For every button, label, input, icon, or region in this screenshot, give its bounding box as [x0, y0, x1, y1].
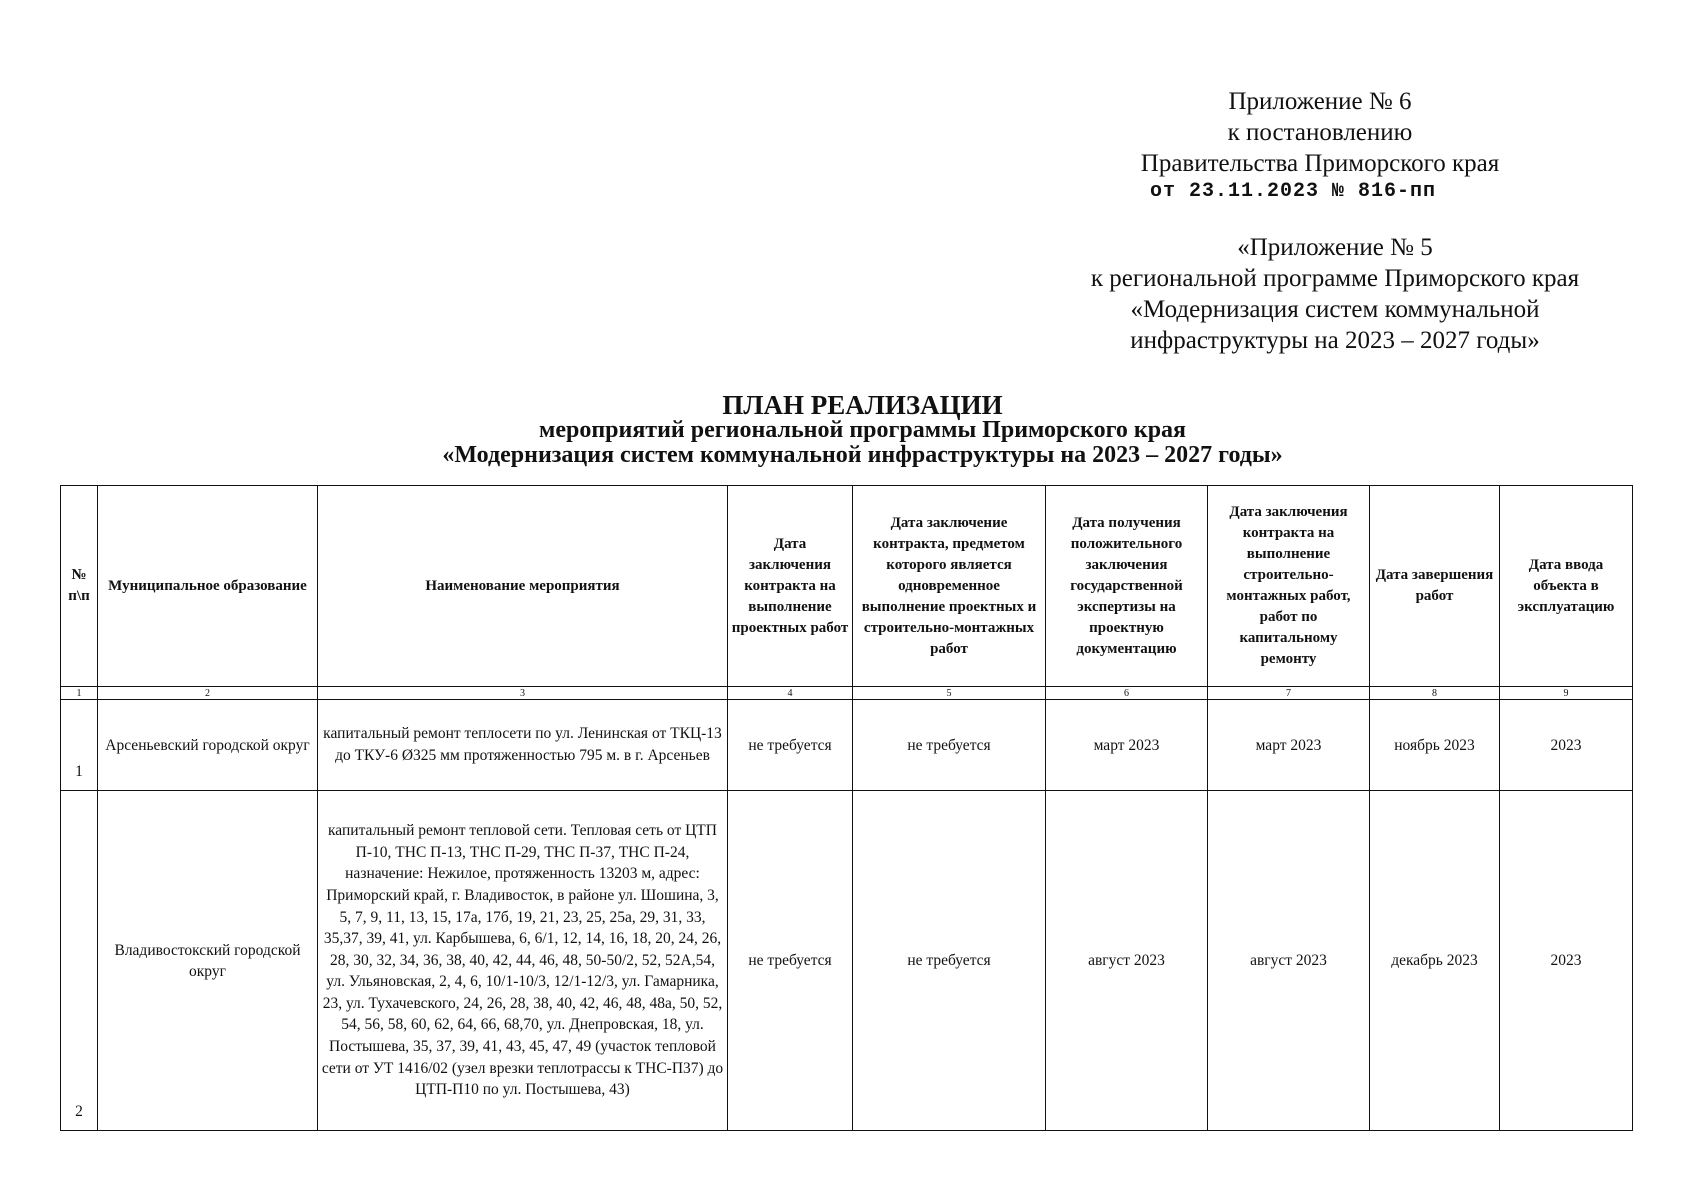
row-number: 1 [61, 700, 98, 791]
row-completion-date: декабрь 2023 [1370, 791, 1500, 1131]
row-municipality: Арсеньевский городской округ [98, 700, 318, 791]
column-number: 9 [1500, 687, 1633, 700]
row-completion-date: ноябрь 2023 [1370, 700, 1500, 791]
attachment-5-block [1040, 232, 1630, 356]
attachment-6-block [1110, 86, 1530, 205]
header-activity-name: Наименование мероприятия [318, 486, 728, 687]
header-combined-contract-date: Дата заключение контракта, предметом которого является одновременное выполнение проектных и строительно-монтажных работ [853, 486, 1046, 687]
plan-title-sub2: «Модернизация систем коммунальной инфраструктуры на 2023 – 2027 годы» [442, 442, 1283, 468]
table-row [61, 700, 1633, 791]
column-number: 8 [1370, 687, 1500, 700]
header-expertise-date: Дата получения положительного заключения государственной экспертизы на проектную документацию [1046, 486, 1208, 687]
row-design-contract-date: не требуется [728, 700, 853, 791]
row-commissioning-date: 2023 [1500, 700, 1633, 791]
column-number: 3 [318, 687, 728, 700]
attachment-6-line3: Правительства Приморского края [1140, 150, 1500, 177]
column-number: 7 [1208, 687, 1370, 700]
row-expertise-date: август 2023 [1046, 791, 1208, 1131]
column-number: 6 [1046, 687, 1208, 700]
header-design-contract-date: Дата заключения контракта на выполнение проектных работ [728, 486, 853, 687]
header-completion-date: Дата завершения работ [1370, 486, 1500, 687]
attachment-5-line2: к региональной программе Приморского края [1090, 265, 1580, 292]
plan-title [60, 392, 1665, 468]
row-commissioning-date: 2023 [1500, 791, 1633, 1131]
row-construction-contract-date: март 2023 [1208, 700, 1370, 791]
table-header-row [61, 486, 1633, 687]
row-construction-contract-date: август 2023 [1208, 791, 1370, 1131]
row-combined-contract-date: не требуется [853, 791, 1046, 1131]
header-construction-contract-date: Дата заключения контракта на выполнение строительно-монтажных работ, работ по капитальному ремонту [1208, 486, 1370, 687]
row-design-contract-date: не требуется [728, 791, 853, 1131]
row-activity-name: капитальный ремонт теплосети по ул. Ленинская от ТКЦ-13 до ТКУ-6 Ø325 мм протяженностью 795 м. в г. Арсеньев [318, 700, 728, 791]
attachment-5-line4: инфраструктуры на 2023 – 2027 годы» [1130, 327, 1540, 354]
table-row [61, 791, 1633, 1131]
column-number: 2 [98, 687, 318, 700]
header-commissioning-date: Дата ввода объекта в эксплуатацию [1500, 486, 1633, 687]
attachment-6-line1: Приложение № 6 [1228, 88, 1412, 115]
attachment-6-line2: к постановлению [1227, 119, 1413, 146]
implementation-plan-table [60, 485, 1633, 1131]
attachment-6-date-number: от 23.11.2023 № 816-пп [1150, 180, 1437, 203]
row-number: 2 [61, 791, 98, 1131]
row-activity-name: капитальный ремонт тепловой сети. Тепловая сеть от ЦТП П-10, ТНС П-13, ТНС П-29, ТНС П-37, ТНС П-24, назначение: Нежилое, протяженность 13203 м, адрес: Приморский край, г. Владивосток, в районе ул. Шошина, 3, 5, 7, 9, 11, 13, 15, 17а, 17б, 19, 21, 23, 25, 25а, 29, 31, 33, 35,37, 39, 41, ул. Карбышева, 6, 6/1, 12, 14, 16, 18, 20, 24, 26, 28, 30, 32, 34, 36, 38, 40, 42, 44, 46, 48, 50-50/2, 52, 52А,54, ул. Ульяновская, 2, 4, 6, 10/1-10/3, 12/1-12/3, ул. Гамарника, 23, ул. Тухачевского, 24, 26, 28, 38, 40, 42, 46, 48, 48а, 50, 52, 54, 56, 58, 60, 62, 64, 66, 68,70, ул. Днепровская, 18, ул. Постышева, 35, 37, 39, 41, 43, 45, 47, 49 (участок тепловой сети от УТ 1416/02 (узел врезки теплотрассы к ТНС-П37) до ЦТП-П10 по ул. Постышева, 43) [318, 791, 728, 1131]
attachment-5-line1: «Приложение № 5 [1237, 234, 1433, 261]
header-number: № п\п [61, 486, 98, 687]
attachment-5-line3: «Модернизация систем коммунальной [1130, 296, 1540, 323]
column-number-row [61, 687, 1633, 700]
row-municipality: Владивостокский городской округ [98, 791, 318, 1131]
header-municipality: Муниципальное образование [98, 486, 318, 687]
plan-title-main: ПЛАН РЕАЛИЗАЦИИ [722, 390, 1003, 420]
column-number: 1 [61, 687, 98, 700]
row-expertise-date: март 2023 [1046, 700, 1208, 791]
row-combined-contract-date: не требуется [853, 700, 1046, 791]
column-number: 4 [728, 687, 853, 700]
column-number: 5 [853, 687, 1046, 700]
plan-title-sub1: мероприятий региональной программы Приморского края [538, 417, 1187, 443]
